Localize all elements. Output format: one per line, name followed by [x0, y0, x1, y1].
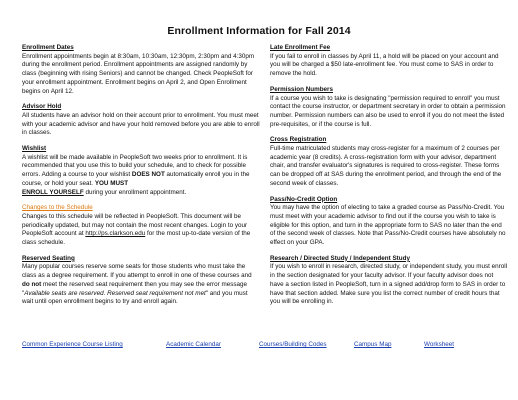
reserved-seating-text: Many popular courses reserve some seats for those students who must take the class as a degree requirement. If you attempt to enroll in one of these courses and do not meet the reserved seat requirement then you may see the error message "Available seats are reserved. Reserved seat requirement not met" and you must wait until open enrollment begins to try and enroll again.: [22, 263, 252, 306]
changes-text: Changes to this schedule will be reflected in PeopleSoft. This document will be periodically updated, but may not contain the most recent changes. Login to your PeopleSoft account at http://ps.clarkson.edu for the most up-to-date version of the class schedule.: [22, 212, 251, 247]
courses-building-codes-link[interactable]: Courses/Building Codes: [259, 341, 327, 348]
advisor-hold-text: All students have an advisor hold on their account prior to enrollment. You must meet with your academic advisor and have your hold removed before you are able to enroll in classes.: [22, 111, 260, 137]
reserved-seating-section: [22, 255, 260, 307]
late-fee-text: If you fail to enroll in classes by April 11, a hold will be placed on your account and you will be charged a $50 late-enrollment fee. You must come to SAS in order to remove the hold.: [270, 52, 499, 78]
permission-numbers-section: [270, 86, 508, 130]
wishlist-text: A wishlist will be made available in PeopleSoft two weeks prior to enrollment. It is recommended that you use this to build your schedule, and to check for possible errors. Adding a course to your wishlist DOES NOT automatically enroll you in the course, or hold your seat. YOU MUST ENROLL YOURSELF during your enrollment appointment.: [22, 153, 250, 196]
campus-map-link[interactable]: Campus Map: [354, 341, 392, 348]
late-fee-heading: Late Enrollment Fee: [270, 44, 331, 51]
left-column: [22, 44, 260, 314]
worksheet-link[interactable]: Worksheet: [424, 341, 454, 348]
late-fee-section: [270, 44, 508, 79]
academic-calendar-link[interactable]: Academic Calendar: [166, 341, 221, 348]
changes-section: [22, 204, 260, 248]
peoplesoft-link[interactable]: http://ps.clarkson.edu: [85, 230, 146, 238]
research-heading: Research / Directed Study / Independent Study: [270, 254, 410, 262]
permission-numbers-text: If a course you wish to take is designating "permission required to enroll" you must contact the course instructor, or department secretary in order to obtain a permission number. Permission numbers can also be used to enroll if you do not meet the listed pre-requisites, or if the course is full.: [270, 94, 506, 128]
wishlist-section: [22, 145, 260, 197]
common-experience-link[interactable]: Common Experience Course Listing: [22, 341, 123, 348]
pass-no-credit-text: You may have the option of electing to take a graded course as Pass/No-Credit. You must meet with your academic advisor to find out if the course you wish to take is eligible for this option, and turn in the appropriate form to SAS no later than the end of the second week of classes. Note that Pass/No-Credit courses have absolutely no effect on your GPA.: [270, 204, 506, 247]
changes-heading: Changes to the Schedule: [22, 204, 93, 212]
cross-registration-text: Full-time matriculated students may cross-register for a maximum of 2 courses per academic year (8 credits). A cross-registration form with your advisor, department chair, and transfer evaluator's signatures is required to cross-register. These forms can be dropped off at SAS during the enrollment period, and through the end of the second week of classes.: [270, 145, 502, 187]
pass-no-credit-section: [270, 196, 508, 248]
footer-links: [0, 341, 518, 351]
enrollment-dates-text: Enrollment appointments begin at 8:30am, 10:30am, 12:30pm, 2:30pm and 4:30pm during the enrollment period. Enrollment appointments are assigned randomly by class (beginning with rising Seniors) and cannot be changed. Check PeopleSoft for your enrollment appointment. Enrollment begins on April 2, and Open Enrollment begins on April 12.: [22, 52, 255, 95]
research-section: [270, 255, 508, 307]
pass-no-credit-heading: Pass/No-Credit Option: [270, 195, 338, 203]
advisor-hold-heading: Advisor Hold: [22, 103, 62, 111]
page-title: Enrollment Information for Fall 2014: [167, 25, 351, 37]
wishlist-heading: Wishlist: [22, 145, 47, 153]
research-text: If you wish to enroll in research, directed study, or independent study, you must enroll in the section designated for your faculty advisor. If your faculty advisor does not have a section listed in PeopleSoft, turn in a signed add/drop form to SAS in order to have that section added. Make sure you list the correct number of credit hours that you will be enrolling in.: [270, 263, 508, 306]
right-column: [270, 44, 508, 314]
enrollment-dates-section: [22, 44, 260, 96]
reserved-seating-heading: Reserved Seating: [22, 254, 75, 262]
cross-registration-section: [270, 136, 508, 188]
enrollment-dates-heading: Enrollment Dates: [22, 44, 74, 51]
advisor-hold-section: [22, 103, 260, 138]
permission-numbers-heading: Permission Numbers: [270, 85, 333, 93]
cross-registration-heading: Cross Registration: [270, 136, 327, 144]
